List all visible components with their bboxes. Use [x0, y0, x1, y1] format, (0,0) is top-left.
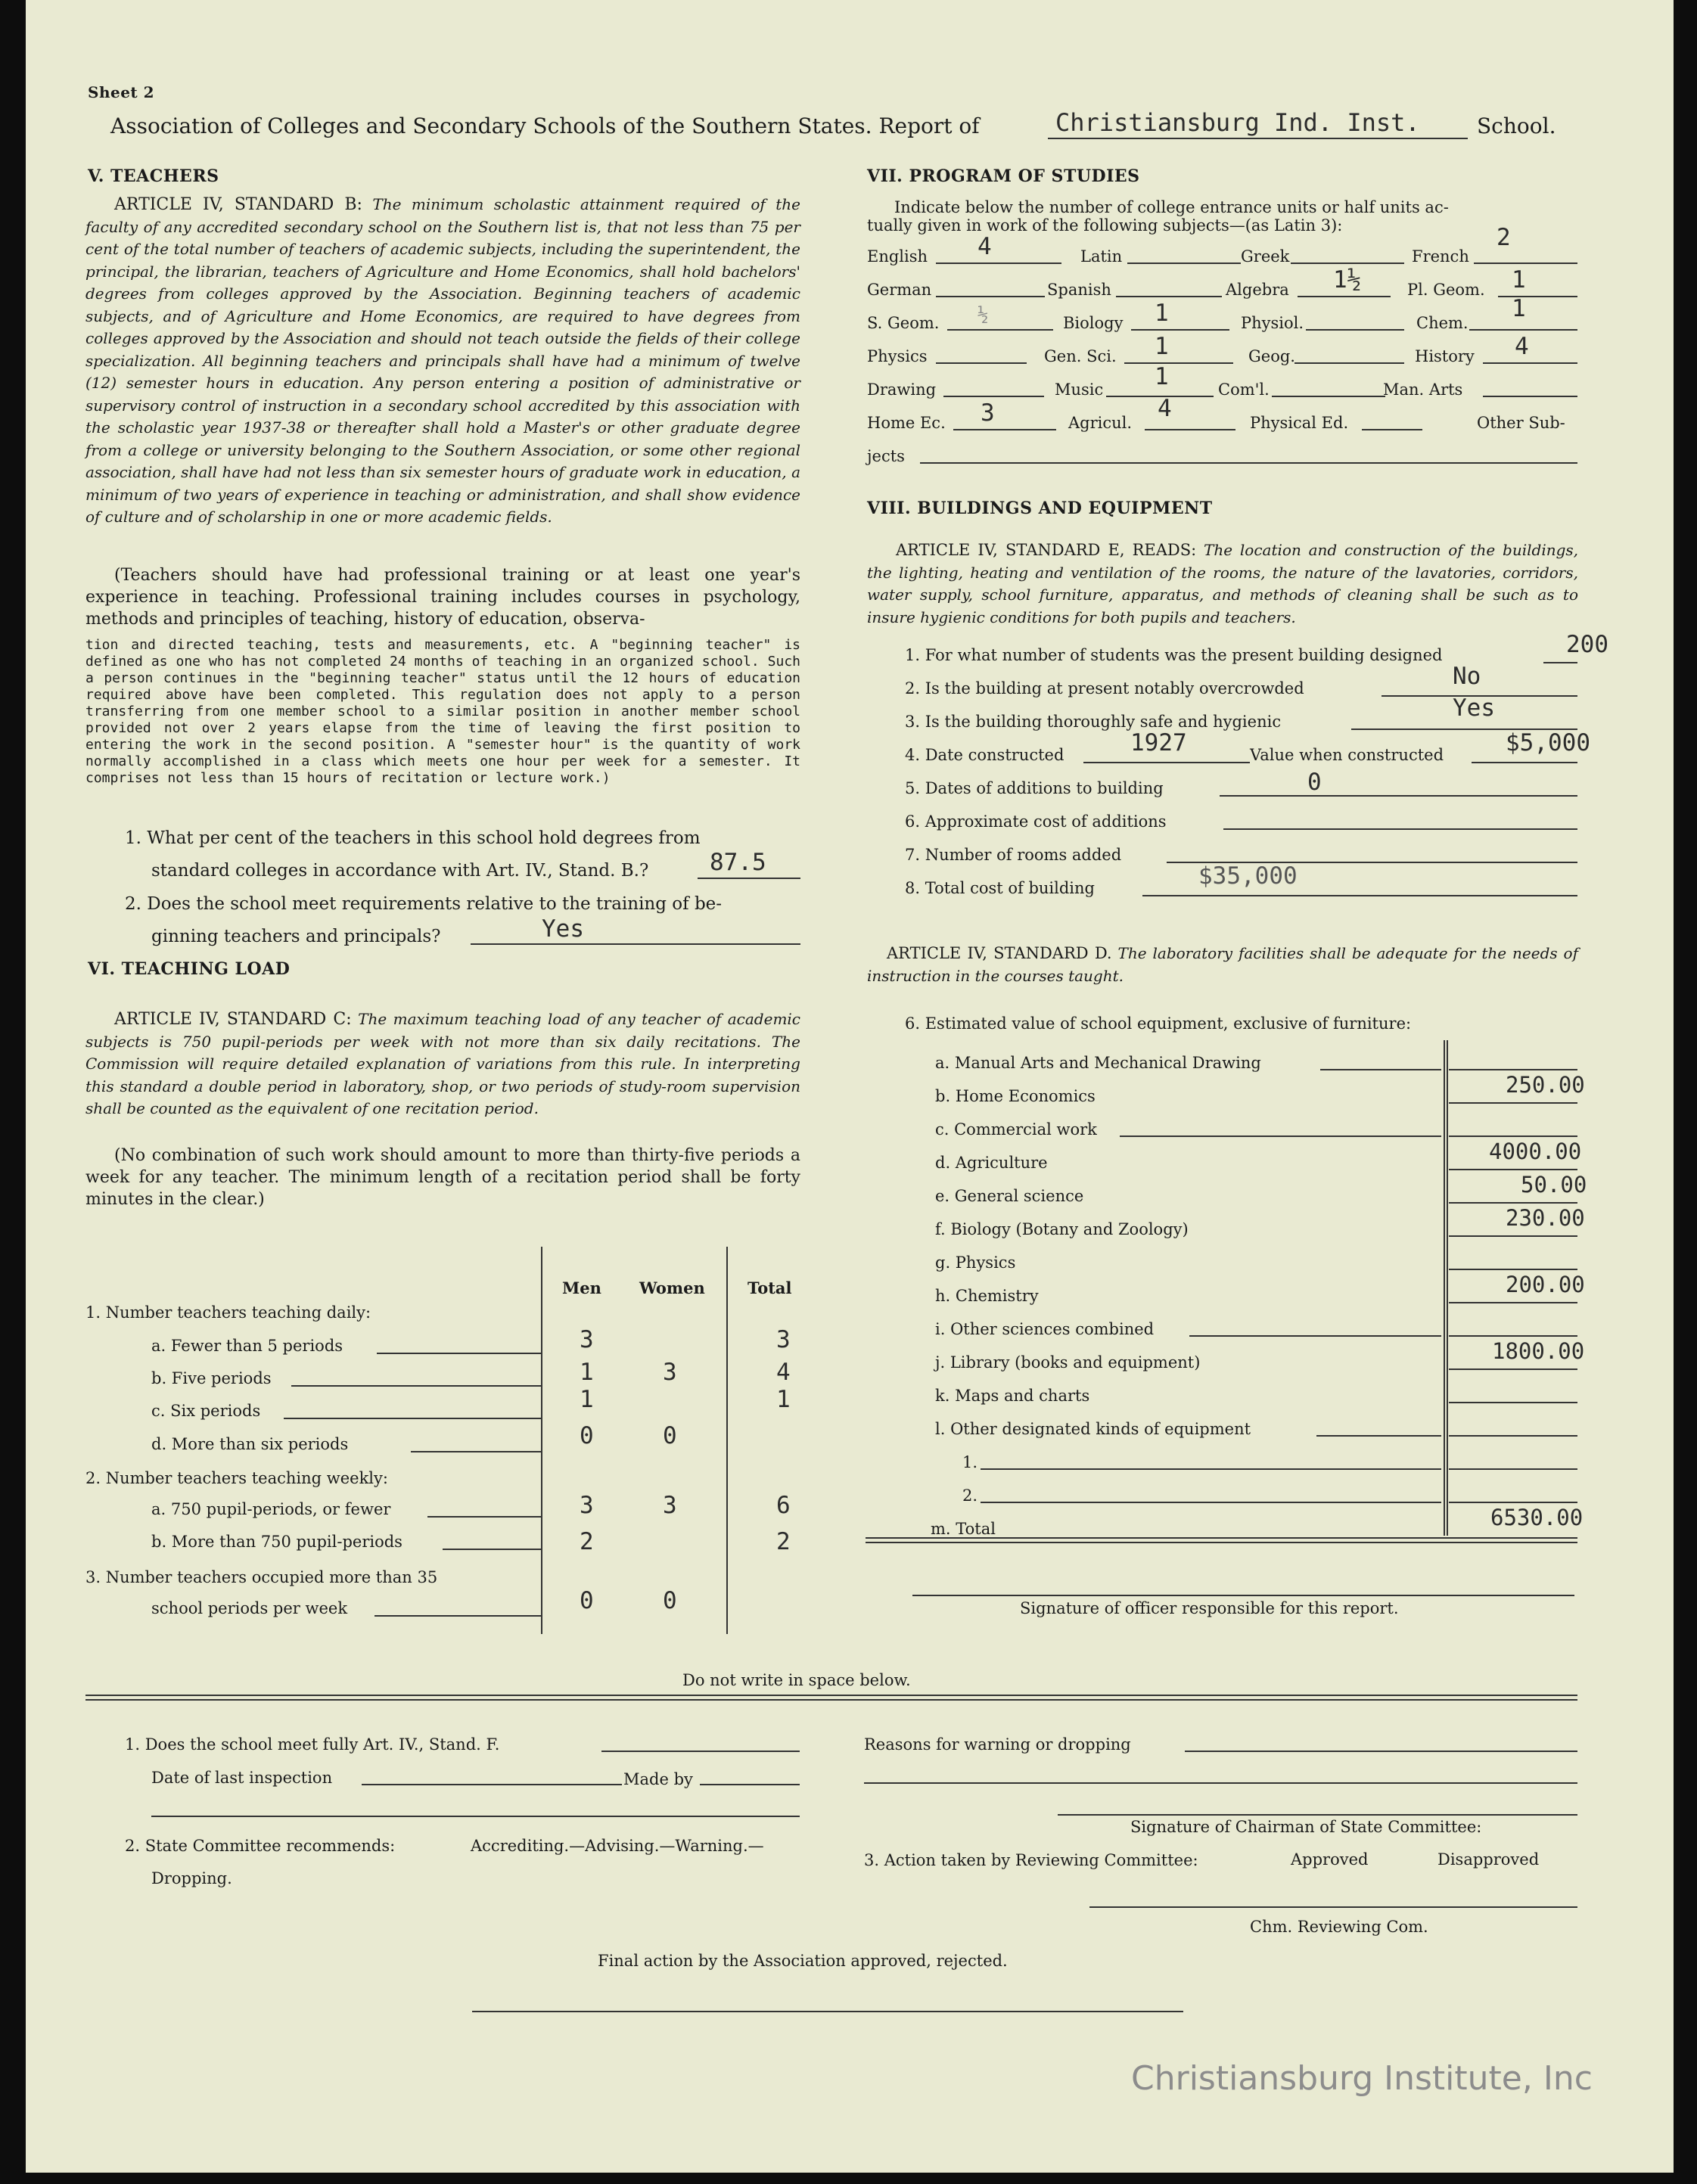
- subject-history: History: [1415, 347, 1475, 365]
- col-men: Men: [562, 1278, 601, 1297]
- subject-s-geom: S. Geom.: [867, 314, 940, 332]
- equipment-question: 6. Estimated value of school equipment, exclusive of furniture:: [905, 1014, 1412, 1033]
- sheet-label: Sheet 2: [88, 83, 155, 101]
- officer-signature: Signature of officer responsible for this report.: [1020, 1599, 1399, 1617]
- list-item: f. Biology (Botany and Zoology): [935, 1220, 1189, 1238]
- subject-pl-geom: Pl. Geom.: [1407, 281, 1485, 299]
- subject-german: German: [867, 281, 932, 299]
- chairman-signature: Signature of Chairman of State Committee:: [1130, 1818, 1482, 1836]
- subject-english: English: [867, 247, 928, 266]
- teachers-q1-answer: 87.5: [710, 849, 766, 876]
- list-item: j. Library (books and equipment): [935, 1353, 1201, 1372]
- subject-geog: Geog.: [1248, 347, 1295, 365]
- program-intro: Indicate below the number of college entrance units or half units ac-: [894, 198, 1449, 216]
- teaching-load-note: (No combination of such work should amount to more than thirty-five periods a week for any teacher. The minimum length of a recitation period shall be forty minutes in the clear.): [85, 1146, 800, 1209]
- subject-man-arts: Man. Arts: [1383, 381, 1463, 399]
- watermark: Christiansburg Institute, Inc: [1131, 2059, 1593, 2098]
- buildings-q5: 5. Dates of additions to building: [905, 779, 1164, 797]
- list-item: c. Commercial work: [935, 1120, 1097, 1139]
- subject-music: Music: [1055, 381, 1104, 399]
- subject-greek: Greek: [1241, 247, 1290, 266]
- school-suffix: School.: [1477, 113, 1556, 138]
- buildings-q7: 7. Number of rooms added: [905, 846, 1122, 864]
- final-action: Final action by the Association approved, rejected.: [598, 1952, 1008, 1970]
- subject-gen-sci: Gen. Sci.: [1044, 347, 1117, 365]
- report-title: Association of Colleges and Secondary Schools of the Southern States. Report of: [110, 113, 980, 138]
- subject-french: French: [1412, 247, 1469, 266]
- footer-options: Accrediting.—Advising.—Warning.—: [471, 1837, 764, 1855]
- teachers-q2-cont: ginning teachers and principals?: [151, 927, 441, 946]
- subject-spanish: Spanish: [1047, 281, 1111, 299]
- table-row: c. Six periods: [151, 1402, 261, 1420]
- col-women: Women: [639, 1278, 705, 1297]
- subject-other: Other Sub-: [1477, 414, 1565, 432]
- subject-physics: Physics: [867, 347, 928, 365]
- subject-physiol: Physiol.: [1241, 314, 1304, 332]
- teachers-q2-answer: Yes: [542, 915, 584, 943]
- program-heading: VII. PROGRAM OF STUDIES: [867, 166, 1140, 186]
- teachers-q1-cont: standard colleges in accordance with Art. IV., Stand. B.?: [151, 861, 649, 881]
- teachers-heading: V. TEACHERS: [88, 166, 219, 186]
- table-row: b. Five periods: [151, 1369, 272, 1387]
- footer-dropping: Dropping.: [151, 1869, 232, 1887]
- teaching-load-heading: VI. TEACHING LOAD: [88, 959, 291, 979]
- list-item: a. Manual Arts and Mechanical Drawing: [935, 1054, 1261, 1072]
- footer-q2: 2. State Committee recommends:: [125, 1837, 396, 1855]
- list-item: 1.: [962, 1453, 978, 1471]
- teachers-note-small: tion and directed teaching, tests and measurements, etc. A "beginning teacher" is defined as one who has not completed 24 months of teaching in an organized school. Such a person continues in the "beginning teacher" status until the 12 hours of education required above have been completed. This regulation does not apply to a person transferring from one member school to a similar position in another member school provided not over 2 years elapse from the time of leaving the first position to entering the work in the second position. A "semester hour" is the quantity of work normally accomplished in a class which meets one hour per week for a semester. It comprises not less than 15 hours of recitation or lecture work.): [85, 637, 800, 786]
- list-item: g. Physics: [935, 1254, 1016, 1272]
- list-item: b. Home Economics: [935, 1087, 1096, 1105]
- teachers-q1: 1. What per cent of the teachers in this school hold degrees from: [125, 828, 701, 848]
- buildings-q3: 3. Is the building thoroughly safe and hygienic: [905, 713, 1282, 731]
- list-item: h. Chemistry: [935, 1287, 1039, 1305]
- subject-drawing: Drawing: [867, 381, 937, 399]
- subject-biology: Biology: [1063, 314, 1124, 332]
- list-item: e. General science: [935, 1187, 1084, 1205]
- chm-reviewing: Chm. Reviewing Com.: [1250, 1918, 1428, 1936]
- table-row: d. More than six periods: [151, 1435, 349, 1453]
- buildings-q4: 4. Date constructed: [905, 746, 1065, 764]
- subject-home-ec: Home Ec.: [867, 414, 946, 432]
- footer-date: Date of last inspection: [151, 1769, 333, 1787]
- subject-chem: Chem.: [1416, 314, 1469, 332]
- subject-latin: Latin: [1080, 247, 1123, 266]
- load-q3: 3. Number teachers occupied more than 35: [85, 1568, 438, 1586]
- footer-q3: 3. Action taken by Reviewing Committee:: [864, 1851, 1198, 1869]
- list-item: d. Agriculture: [935, 1154, 1048, 1172]
- subject-agricul: Agricul.: [1068, 414, 1133, 432]
- buildings-q2: 2. Is the building at present notably overcrowded: [905, 679, 1304, 697]
- footer-reasons: Reasons for warning or dropping: [864, 1735, 1131, 1754]
- footer-made-by: Made by: [623, 1770, 693, 1788]
- list-item: 2.: [962, 1487, 978, 1505]
- footer-q1: 1. Does the school meet fully Art. IV., Stand. F.: [125, 1735, 500, 1754]
- list-item: m. Total: [931, 1520, 996, 1538]
- lab-article: ARTICLE IV, STANDARD D. The laboratory facilities shall be adequate for the needs of instruction in the courses taught.: [867, 944, 1578, 985]
- disapproved: Disapproved: [1437, 1850, 1540, 1869]
- list-item: i. Other sciences combined: [935, 1320, 1155, 1338]
- approved: Approved: [1291, 1850, 1369, 1869]
- load-q2: 2. Number teachers teaching weekly:: [85, 1469, 388, 1487]
- teachers-note: (Teachers should have had professional training or at least one year's experience in teaching. Professional training includes courses in psychology, methods and principles of teaching, history of education, observa-: [85, 566, 800, 629]
- load-q1: 1. Number teachers teaching daily:: [85, 1303, 371, 1322]
- teachers-q2: 2. Does the school meet requirements relative to the training of be-: [125, 894, 723, 914]
- buildings-heading: VIII. BUILDINGS AND EQUIPMENT: [867, 499, 1213, 518]
- buildings-q1: 1. For what number of students was the present building designed: [905, 646, 1443, 664]
- teachers-article: ARTICLE IV, STANDARD B: The minimum scholastic attainment required of the faculty of any accredited secondary school on the Southern list is, that not less than 75 per cent of the total number of teachers of academic subjects, including the superintendent, the principal, the librarian, teachers of Agriculture and Home Economics, shall hold bachelors' degrees from colleges approved by the Association. Beginning teachers of academic subjects, and of Agriculture and Home Economics, are required to have degrees from colleges approved by the Association and should not teach outside the fields of their college specialization. All beginning teachers and principals shall have had a minimum of twelve (12) semester hours in education. Any person entering a position of administrative or supervisory control of instruction in a secondary school accredited by this association with the scholastic year 1937-38 or thereafter shall hold a Master's or other graduate degree from a college or university belonging to the Southern Association, or some other regional association, shall have had not less than six semester hours of graduate work in education, a minimum of two years of experience in teaching or administration, and shall show evidence of culture and of scholarship in one or more academic fields.: [85, 195, 801, 526]
- teaching-load-article: ARTICLE IV, STANDARD C: The maximum teaching load of any teacher of academic subjects is 750 pupil-periods per week with not more than six daily recitations. The Commission will require detailed explanation of variations from this rule. In interpreting this standard a double period in laboratory, shop, or two periods of study-room supervision shall be counted as the equivalent of one recitation period.: [85, 1010, 801, 1117]
- buildings-article: ARTICLE IV, STANDARD E, READS: The location and construction of the buildings, the lighting, heating and ventilation of the rooms, the nature of the lavatories, corridors, water supply, school furniture, apparatus, and methods of cleaning shall be such as to insure hygienic conditions for both pupils and teachers.: [867, 541, 1579, 626]
- table-row: a. 750 pupil-periods, or fewer: [151, 1500, 391, 1518]
- subject-coml: Com'l.: [1218, 381, 1270, 399]
- subject-algebra: Algebra: [1226, 281, 1289, 299]
- school-name: Christiansburg Ind. Inst.: [1055, 108, 1420, 137]
- program-intro-cont: tually given in work of the following subjects—(as Latin 3):: [867, 216, 1343, 235]
- buildings-q6: 6. Approximate cost of additions: [905, 812, 1167, 831]
- subject-physical-ed: Physical Ed.: [1250, 414, 1349, 432]
- col-total: Total: [747, 1278, 792, 1297]
- table-row: a. Fewer than 5 periods: [151, 1337, 343, 1355]
- buildings-q8: 8. Total cost of building: [905, 879, 1095, 897]
- list-item: l. Other designated kinds of equipment: [935, 1420, 1251, 1438]
- list-item: k. Maps and charts: [935, 1387, 1090, 1405]
- do-not-write: Do not write in space below.: [682, 1671, 911, 1689]
- table-row: school periods per week: [151, 1599, 348, 1617]
- table-row: b. More than 750 pupil-periods: [151, 1533, 402, 1551]
